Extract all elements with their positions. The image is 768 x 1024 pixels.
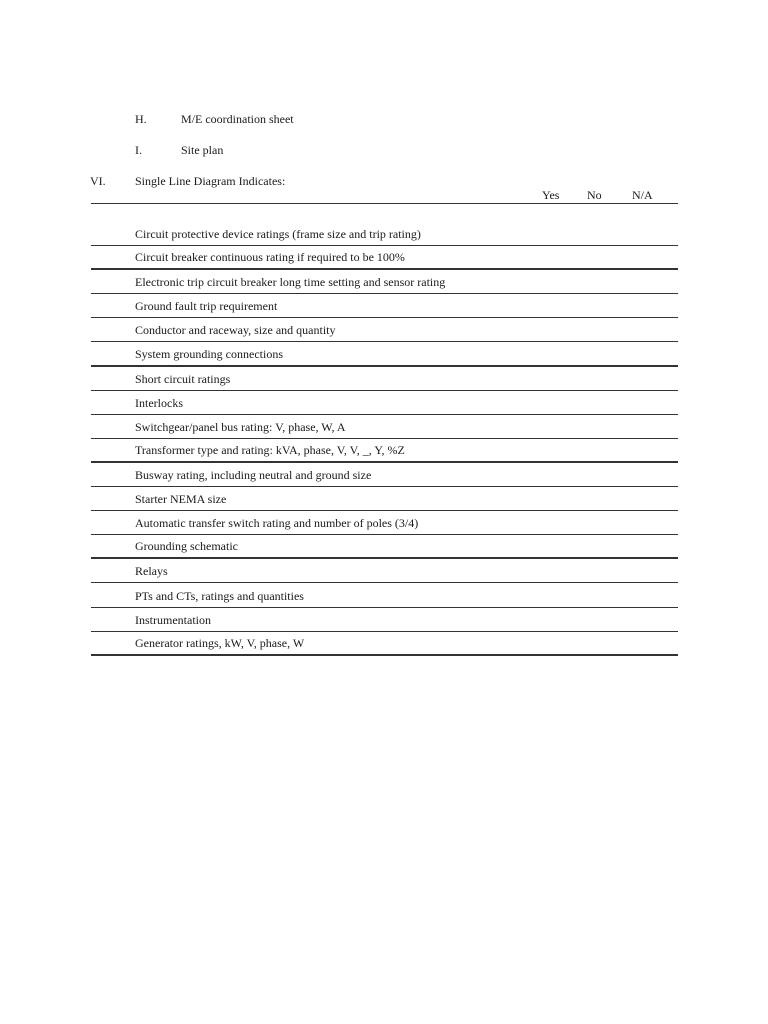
checklist-item-label: Conductor and raceway, size and quantity [135, 323, 336, 338]
checklist-item-label: Short circuit ratings [135, 371, 231, 386]
checklist-row [91, 583, 678, 607]
item-h-text: M/E coordination sheet [181, 112, 294, 126]
checklist-item-label: Instrumentation [135, 612, 211, 627]
header-divider [91, 203, 678, 204]
checklist-row [91, 246, 678, 270]
checklist-row [91, 270, 678, 294]
checklist-row [91, 367, 678, 391]
section-title: Single Line Diagram Indicates: [135, 174, 286, 188]
column-header-no: No [587, 188, 602, 202]
checklist-item-label: System grounding connections [135, 346, 283, 361]
checklist-row [91, 222, 678, 246]
checklist-row [91, 487, 678, 511]
item-i-text: Site plan [181, 143, 224, 157]
checklist-item-label: Starter NEMA size [135, 492, 227, 507]
checklist-row [91, 463, 678, 487]
checklist-item-label: Interlocks [135, 395, 183, 410]
checklist-item-label: Relays [135, 564, 168, 579]
checklist-row [91, 342, 678, 366]
checklist-row [91, 608, 678, 632]
item-h-letter: H. [135, 112, 147, 126]
section-number: VI. [90, 174, 106, 188]
checklist-row [91, 559, 678, 583]
column-header-na: N/A [632, 188, 653, 202]
checklist-item-label: Automatic transfer switch rating and number of poles (3/4) [135, 516, 419, 531]
item-i-letter: I. [135, 143, 142, 157]
checklist-item-label: Switchgear/panel bus rating: V, phase, W, A [135, 419, 346, 434]
checklist-row [91, 318, 678, 342]
checklist-table [91, 222, 678, 656]
checklist-row [91, 535, 678, 559]
checklist-row [91, 511, 678, 535]
column-header-yes: Yes [542, 188, 560, 202]
checklist-item-label: Circuit breaker continuous rating if required to be 100% [135, 250, 405, 265]
checklist-row [91, 439, 678, 463]
checklist-item-label: Busway rating, including neutral and ground size [135, 468, 372, 483]
checklist-row [91, 415, 678, 439]
checklist-row [91, 391, 678, 415]
checklist-item-label: Transformer type and rating: kVA, phase, V, V, _, Y, %Z [135, 442, 405, 457]
checklist-row [91, 294, 678, 318]
checklist-item-label: Grounding schematic [135, 539, 238, 554]
checklist-row [91, 632, 678, 656]
checklist-item-label: PTs and CTs, ratings and quantities [135, 588, 304, 603]
checklist-item-label: Generator ratings, kW, V, phase, W [135, 635, 305, 650]
checklist-item-label: Ground fault trip requirement [135, 299, 278, 314]
checklist-item-label: Electronic trip circuit breaker long time setting and sensor rating [135, 275, 446, 290]
checklist-item-label: Circuit protective device ratings (frame size and trip rating) [135, 227, 421, 242]
